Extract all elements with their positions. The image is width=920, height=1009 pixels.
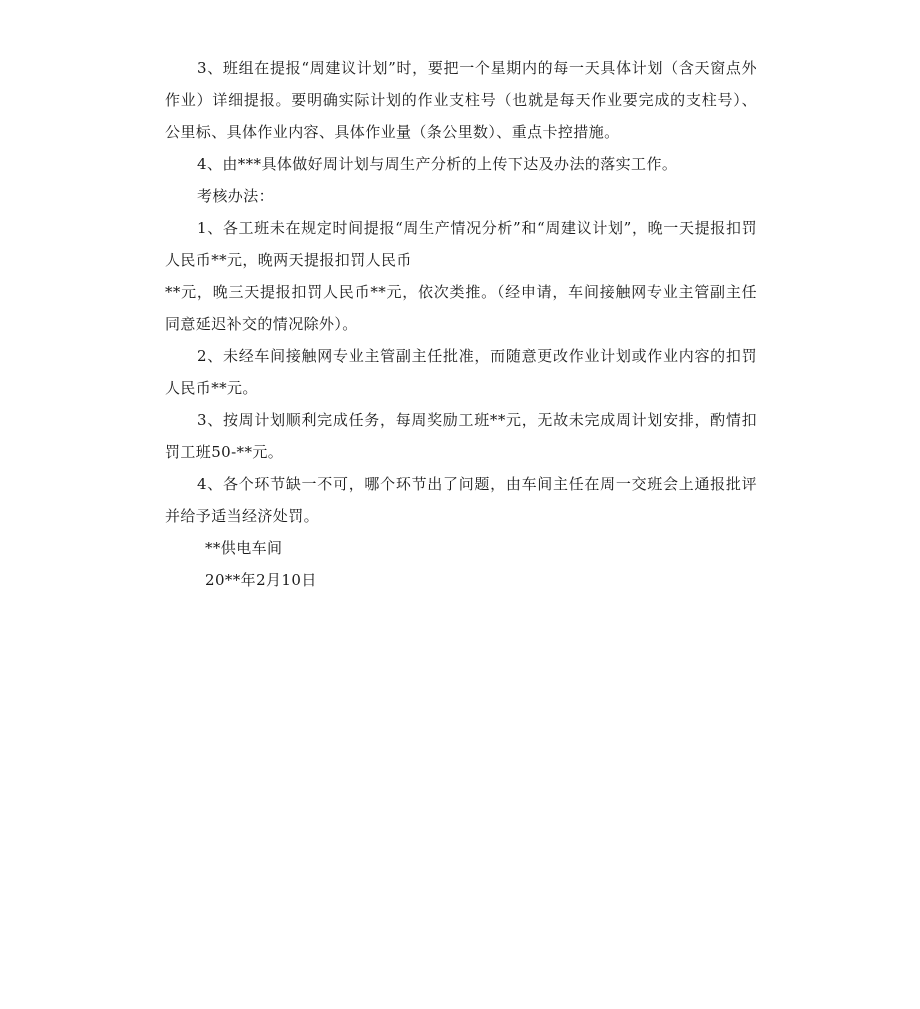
assessment-heading: 考核办法： xyxy=(197,187,275,205)
signature-organization: **供电车间 xyxy=(205,539,283,557)
paragraph-assessment-2: 2、未经车间接触网专业主管副主任批准，而随意更改作业计划或作业内容的扣罚人民币**元。 xyxy=(165,347,757,397)
paragraph-assessment-3: 3、按周计划顺利完成任务，每周奖励工班**元，无故未完成周计划安排，酌情扣罚工班50-**元。 xyxy=(165,411,757,461)
paragraph-assessment-1-continued: **元，晚三天提报扣罚人民币**元，依次类推。（经申请，车间接触网专业主管副主任同意延迟补交的情况除外）。 xyxy=(165,283,757,333)
paragraph-assessment-1: 1、各工班未在规定时间提报“周生产情况分析”和“周建议计划”，晚一天提报扣罚人民币**元，晚两天提报扣罚人民币 xyxy=(165,219,757,269)
paragraph-weekly-plan-requirements: 3、班组在提报“周建议计划”时，要把一个星期内的每一天具体计划（含天窗点外作业）详细提报。要明确实际计划的作业支柱号（也就是每天作业要完成的支柱号）、公里标、具体作业内容、具体作业量（条公里数）、重点卡控措施。 xyxy=(165,59,757,141)
document-body xyxy=(165,52,757,596)
paragraph-responsibility: 4、由***具体做好周计划与周生产分析的上传下达及办法的落实工作。 xyxy=(197,155,678,173)
paragraph-assessment-4: 4、各个环节缺一不可，哪个环节出了问题，由车间主任在周一交班会上通报批评并给予适当经济处罚。 xyxy=(165,475,757,525)
signature-date: 20**年2月10日 xyxy=(205,571,317,589)
